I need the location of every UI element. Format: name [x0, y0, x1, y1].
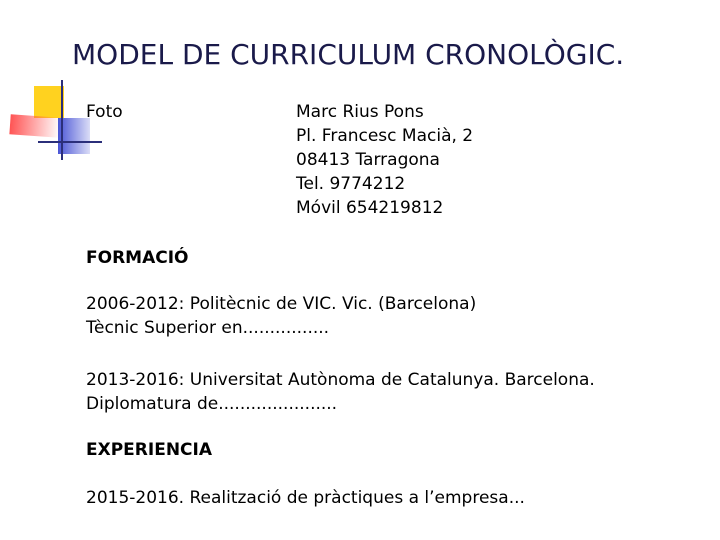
slide-title: MODEL DE CURRICULUM CRONOLÒGIC.	[72, 38, 625, 71]
yellow-square	[34, 86, 64, 118]
contact-address: Pl. Francesc Macià, 2	[296, 126, 474, 146]
contact-name: Marc Rius Pons	[296, 102, 424, 122]
photo-label: Foto	[86, 102, 123, 122]
formacio-entry-line: Tècnic Superior en................	[86, 318, 330, 338]
formacio-entry-line: 2006-2012: Politècnic de VIC. Vic. (Barcelona)	[86, 294, 477, 314]
contact-block	[296, 100, 473, 220]
section-heading-experiencia: EXPERIENCIA	[86, 440, 213, 460]
formacio-entry	[86, 292, 476, 340]
formacio-entry-line: 2013-2016: Universitat Autònoma de Catalunya. Barcelona.	[86, 370, 595, 390]
formacio-entry	[86, 368, 595, 416]
decorative-squares	[0, 80, 110, 170]
contact-phone: Tel. 9774212	[296, 174, 406, 194]
formacio-entry-line: Diplomatura de......................	[86, 394, 338, 414]
contact-mobile: Móvil 654219812	[296, 198, 444, 218]
experiencia-entry-line: 2015-2016. Realització de pràctiques a l’empresa...	[86, 488, 525, 508]
contact-city: 08413 Tarragona	[296, 150, 440, 170]
red-square	[9, 114, 60, 137]
experiencia-entry	[86, 486, 525, 510]
section-heading-formacio: FORMACIÓ	[86, 248, 189, 268]
